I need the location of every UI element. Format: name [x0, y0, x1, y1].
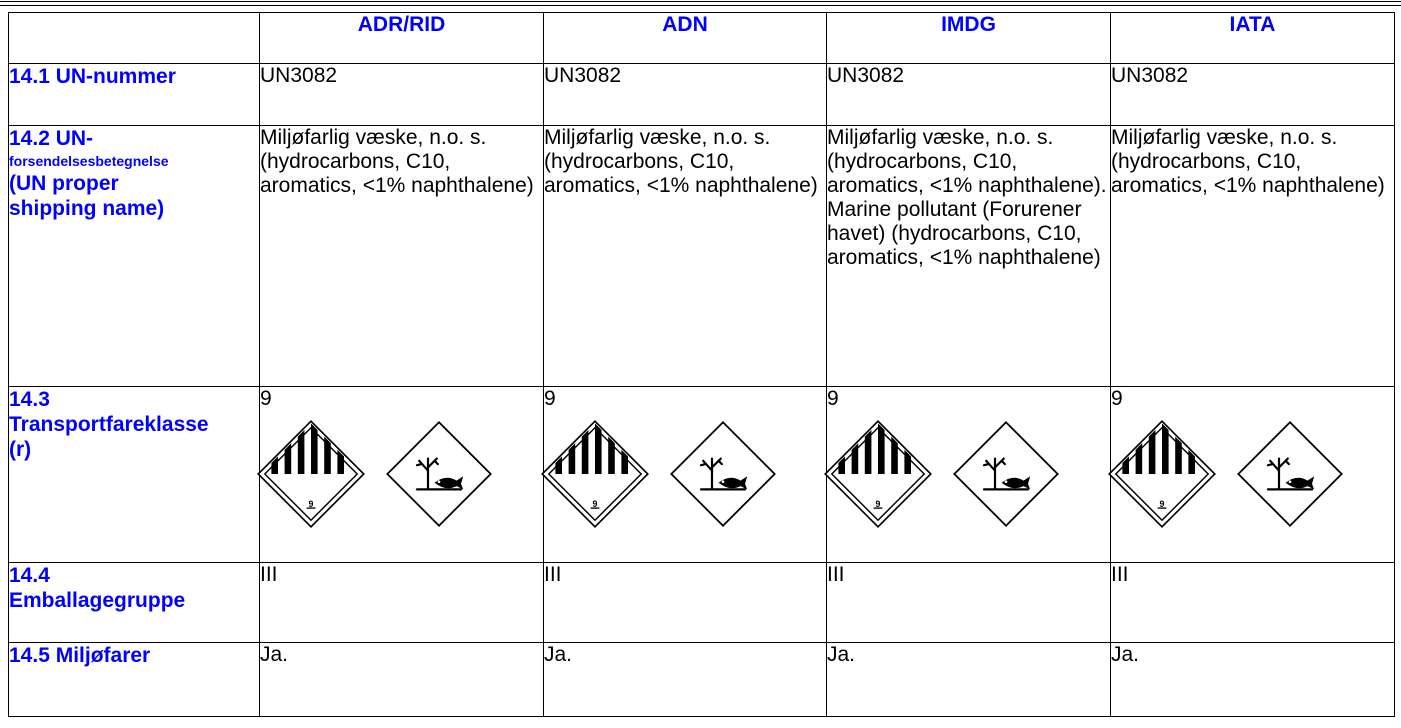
cell-imdg-hazard-class [827, 387, 1111, 563]
cell-imdg-environmental-hazards: Ja. [827, 643, 1111, 717]
header-row [9, 13, 1395, 64]
hazard-pictograms [256, 419, 543, 529]
hazard-class-value: 9 [827, 387, 839, 410]
class-9-hazard-icon [1107, 419, 1217, 529]
environment-hazard-icon [951, 419, 1061, 529]
column-header-iata: IATA [1111, 13, 1395, 64]
row-environmental-hazards [9, 643, 1395, 717]
cell-adn-hazard-class [544, 387, 827, 563]
cell-iata-hazard-class [1111, 387, 1395, 563]
row-un-number [9, 64, 1395, 126]
cell-iata-shipping-name: Miljøfarlig væske, n.o. s. (hydrocarbons, C10, aromatics, <1% naphthalene) [1111, 126, 1395, 387]
svg-text:9: 9 [308, 499, 314, 509]
class-9-hazard-icon [256, 419, 366, 529]
row-label-packing-group-line2: Emballagegruppe [9, 589, 186, 612]
cell-imdg-un-number: UN3082 [827, 64, 1111, 126]
row-label-shipping-name-line1: 14.2 UN- [9, 127, 94, 150]
hazard-class-value: 9 [260, 387, 272, 410]
cell-adn-un-number: UN3082 [544, 64, 827, 126]
environment-hazard-icon [1235, 419, 1345, 529]
hazard-pictograms [540, 419, 826, 529]
class-9-hazard-icon [823, 419, 933, 529]
hazard-class-value: 9 [1111, 387, 1123, 410]
column-header-imdg: IMDG [827, 13, 1111, 64]
cell-adn-shipping-name: Miljøfarlig væske, n.o. s. (hydrocarbons, C10, aromatics, <1% naphthalene) [544, 126, 827, 387]
svg-text:9: 9 [1159, 499, 1165, 509]
row-shipping-name [9, 126, 1395, 387]
row-label-shipping-name-line4: shipping name) [9, 197, 165, 220]
cell-adr-rid-hazard-class [260, 387, 544, 563]
top-rule [0, 1, 1401, 2]
class-9-hazard-icon [540, 419, 650, 529]
transport-info-table [8, 12, 1395, 717]
row-label-shipping-name [9, 126, 260, 387]
row-hazard-class [9, 387, 1395, 563]
hazard-class-value: 9 [544, 387, 556, 410]
svg-text:9: 9 [592, 499, 598, 509]
row-label-hazard-class-line1: 14.3 [9, 388, 50, 411]
cell-adn-packing-group: III [544, 563, 827, 643]
cell-adn-environmental-hazards: Ja. [544, 643, 827, 717]
column-header-adr-rid: ADR/RID [260, 13, 544, 64]
row-label-packing-group-line1: 14.4 [9, 564, 50, 587]
row-label-un-number: 14.1 UN-nummer [9, 64, 260, 126]
hazard-pictograms [1107, 419, 1394, 529]
cell-adr-rid-environmental-hazards: Ja. [260, 643, 544, 717]
environment-hazard-icon [384, 419, 494, 529]
cell-iata-packing-group: III [1111, 563, 1395, 643]
column-header-adn: ADN [544, 13, 827, 64]
cell-adr-rid-packing-group: III [260, 563, 544, 643]
cell-adr-rid-un-number: UN3082 [260, 64, 544, 126]
svg-text:9: 9 [875, 499, 881, 509]
row-label-shipping-name-line2: forsendelsesbetegnelse [9, 153, 169, 169]
row-label-environmental-hazards: 14.5 Miljøfarer [9, 643, 260, 717]
row-label-hazard-class [9, 387, 260, 563]
cell-iata-environmental-hazards: Ja. [1111, 643, 1395, 717]
cell-iata-un-number: UN3082 [1111, 64, 1395, 126]
top-rule-second [0, 5, 1401, 6]
header-corner [9, 13, 260, 64]
environment-hazard-icon [668, 419, 778, 529]
cell-adr-rid-shipping-name: Miljøfarlig væske, n.o. s. (hydrocarbons, C10, aromatics, <1% naphthalene) [260, 126, 544, 387]
row-label-hazard-class-line3: (r) [9, 438, 32, 461]
row-label-hazard-class-line2: Transportfareklasse [9, 413, 209, 436]
row-packing-group [9, 563, 1395, 643]
cell-imdg-shipping-name: Miljøfarlig væske, n.o. s. (hydrocarbons, C10, aromatics, <1% naphthalene). Marine pollutant (Forurener havet) (hydrocarbons, C10, aromatics, <1% naphthalene) [827, 126, 1111, 387]
row-label-shipping-name-line3: (UN proper [9, 172, 119, 195]
cell-imdg-packing-group: III [827, 563, 1111, 643]
hazard-pictograms [823, 419, 1110, 529]
row-label-packing-group [9, 563, 260, 643]
